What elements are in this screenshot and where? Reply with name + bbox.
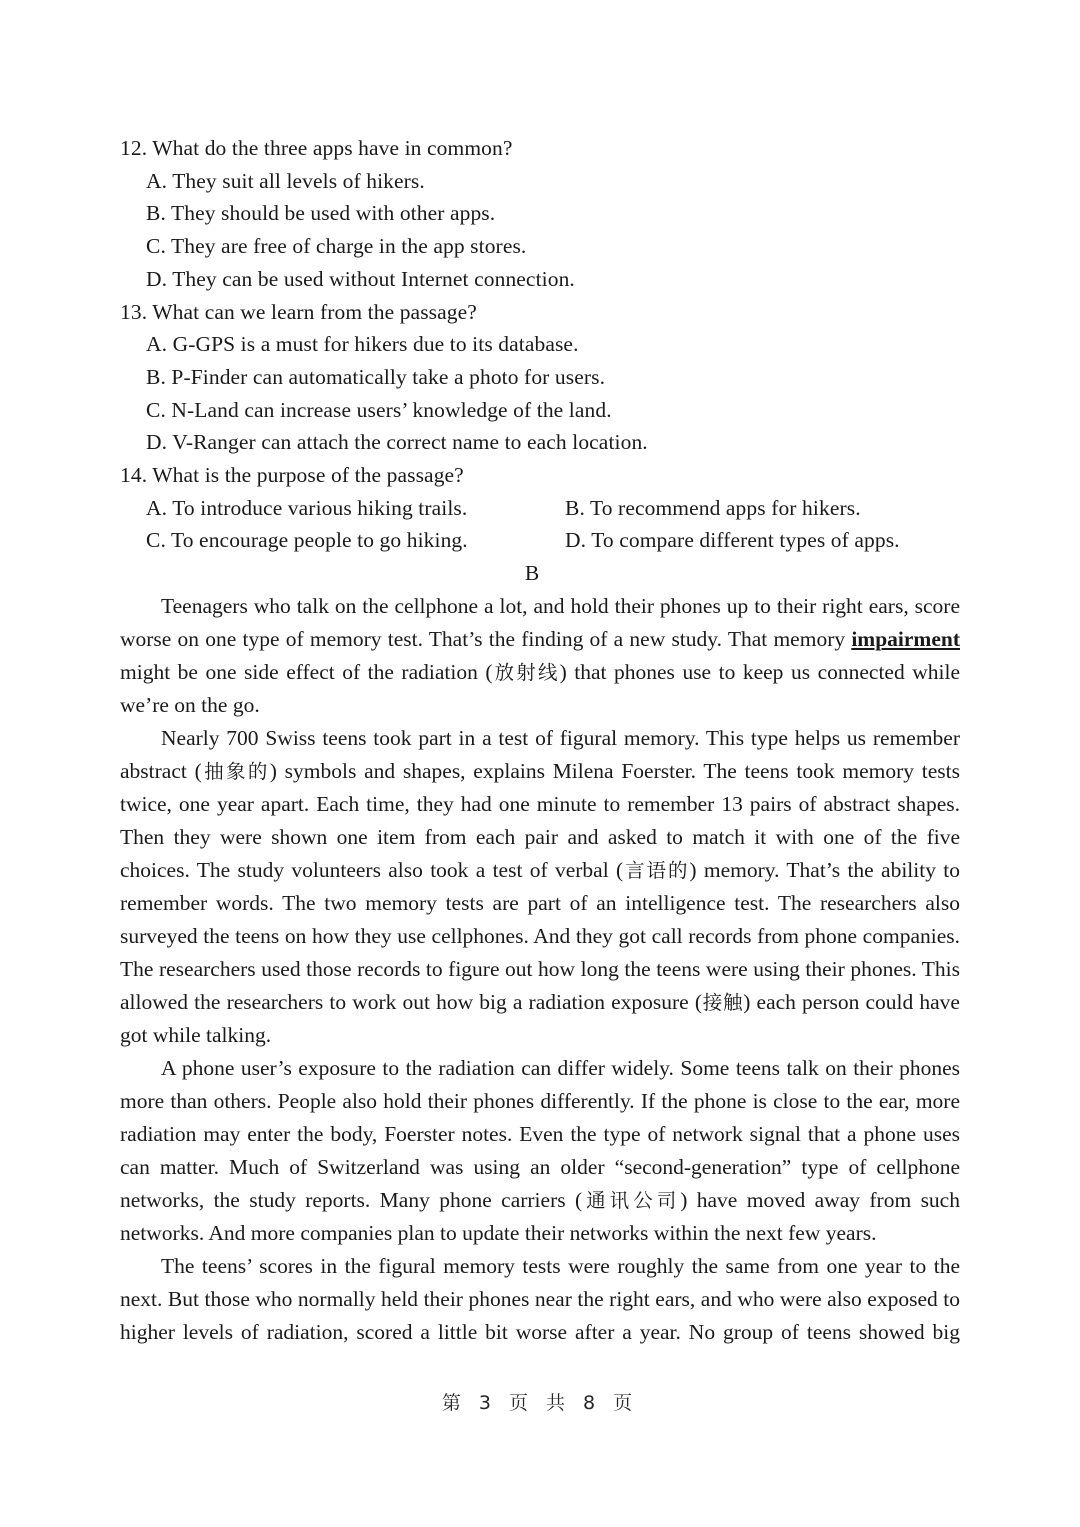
chinese-gloss-carriers: 通讯公司 (582, 1189, 681, 1213)
page-content (120, 132, 960, 1382)
question-14-option-row-1 (120, 492, 960, 525)
paragraph-2-text-part-2: ) symbols and shapes, explains Milena Foerster. The teens took memory tests twice, one year apart. Each time, they had one minute to remember 13 pairs of abstract shapes. Then they were shown one item from each pair and asked to match it with one of the five choices. The study volunteers also took a test of verbal ( (120, 759, 961, 883)
question-14-stem: 14. What is the purpose of the passage? (120, 463, 464, 488)
paragraph-2-text-part-3: ) memory. That’s the ability to remember words. The two memory tests are part of an intelligence test. The researchers also surveyed the teens on how they use cellphones. And they got call records from phone companies. The researchers used those records to figure out how long the teens were using their phones. This allowed the researchers to work out how big a radiation exposure ( (120, 858, 960, 1015)
question-12-option-b[interactable]: B. They should be used with other apps. (146, 201, 496, 226)
question-14-option-b[interactable]: B. To recommend apps for hikers. (565, 495, 861, 520)
chinese-gloss-radiation: 放射线 (492, 661, 560, 685)
question-13-option-c[interactable]: C. N-Land can increase users’ knowledge of the land. (146, 397, 612, 422)
question-13-option-d[interactable]: D. V-Ranger can attach the correct name to each location. (146, 430, 648, 455)
glossed-keyword-impairment: impairment (851, 627, 960, 652)
passage-paragraph-3 (120, 1052, 960, 1250)
question-12-option-c[interactable]: C. They are free of charge in the app stores. (146, 234, 527, 259)
question-13-option-b[interactable]: B. P-Finder can automatically take a photo for users. (146, 364, 606, 389)
question-14-option-c[interactable]: C. To encourage people to go hiking. (146, 528, 468, 553)
question-14-option-row-2 (120, 524, 960, 557)
passage-paragraph-2 (120, 722, 960, 1052)
question-12 (120, 132, 960, 296)
passage-paragraph-1 (120, 590, 960, 722)
paragraph-3-text-part-2: ) have moved away from such networks. And more companies plan to update their networks within the next few years. (120, 1188, 960, 1246)
question-12-option-d[interactable]: D. They can be used without Internet connection. (146, 266, 575, 291)
question-14-option-a[interactable]: A. To introduce various hiking trails. (146, 495, 468, 520)
paragraph-2-text-part-4: ) each person could have got while talking. (120, 990, 960, 1048)
question-13-option-a[interactable]: A. G-GPS is a must for hikers due to its database. (146, 332, 579, 357)
chinese-gloss-exposure: 接触 (702, 991, 744, 1015)
paragraph-2-text-part-1: Nearly 700 Swiss teens took part in a test of figural memory. This type helps us remember abstract ( (120, 726, 960, 784)
chinese-gloss-abstract: 抽象的 (201, 760, 270, 784)
question-12-option-a[interactable]: A. They suit all levels of hikers. (146, 168, 425, 193)
question-13-stem: 13. What can we learn from the passage? (120, 299, 477, 324)
passage-paragraph-4: The teens’ scores in the figural memory tests were roughly the same from one year to the next. But those who normally held their phones near the right ears, and who were also exposed to higher levels of radiation, scored a little bit worse after a year. No group of teens showed big (120, 1254, 960, 1345)
question-12-stem: 12. What do the three apps have in common? (120, 136, 513, 160)
paragraph-1-text-part-3: ) that phones use to keep us connected while we’re on the go. (120, 660, 960, 718)
paragraph-3-text-part-1: A phone user’s exposure to the radiation can differ widely. Some teens talk on their phones more than others. People also hold their phones differently. If the phone is close to the ear, more radiation may enter the body, Foerster notes. Even the type of network signal that a phone uses can matter. Much of Switzerland was using an older “second-generation” type of cellphone networks, the study reports. Many phone carriers ( (120, 1056, 960, 1213)
question-14 (120, 459, 960, 557)
page-footer: 第 3 页 共 8 页 (441, 1392, 639, 1414)
passage-section-letter: B (524, 561, 540, 586)
paragraph-1-text-part-1: Teenagers who talk on the cellphone a lot, and hold their phones up to their right ears, score worse on one type of memory test. That’s the finding of a new study. That memory (120, 594, 960, 652)
paragraph-1-text-part-2: might be one side effect of the radiation ( (120, 660, 493, 685)
question-13 (120, 296, 960, 460)
chinese-gloss-verbal: 言语的 (623, 859, 690, 883)
question-14-option-d[interactable]: D. To compare different types of apps. (565, 528, 900, 553)
